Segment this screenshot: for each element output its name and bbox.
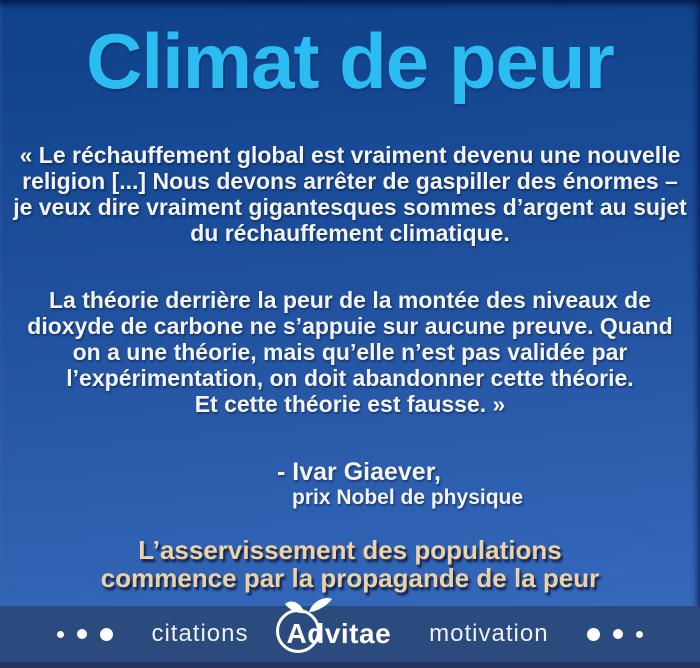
dot-icon [100,628,113,641]
tagline [0,536,700,592]
quote-line: dioxyde de carbone ne s’appuie sur aucune preuve. Quand [27,313,673,339]
dot-icon [77,629,87,639]
logo-leaves-icon [283,596,333,616]
dot-icon [587,628,600,641]
quote-line: on a une théorie, mais qu’elle n’est pas validée par [72,339,628,365]
quote-paragraph-1 [0,142,700,246]
footer-dots-right [587,628,643,641]
quote-line: je veux dire vraiment gigantesques sommes d’argent au sujet [13,194,687,220]
tagline-line: commence par la propagande de la peur [100,563,600,593]
quote-line: religion [...] Nous devons arrêter de gaspiller des énormes – [22,168,678,194]
attribution [277,459,523,510]
footer-dots-left [57,628,113,641]
quote-paragraph-2 [0,287,700,417]
footer-citations-label: citations [151,620,249,647]
quote-line: La théorie derrière la peur de la montée des niveaux de [48,287,652,313]
quote-line: « Le réchauffement global est vraiment devenu une nouvelle [19,142,681,168]
attribution-name: - Ivar Giaever, [277,458,442,486]
footer-bar [0,606,700,668]
footer-motivation-label: motivation [429,620,549,647]
dot-icon [613,629,623,639]
advitae-logo [279,618,400,650]
tagline-line: L’asservissement des populations [138,535,562,565]
quote-line: Et cette théorie est fausse. » [194,391,506,417]
quote-line: du réchauffement climatique. [190,220,510,246]
dot-icon [57,631,64,638]
attribution-role: prix Nobel de physique [292,486,524,509]
quote-line: l’expérimentation, on doit abandonner cette théorie. [66,365,634,391]
dot-icon [636,631,643,638]
page-title: Climat de peur [86,17,614,105]
logo-text: Advitae [286,618,392,649]
